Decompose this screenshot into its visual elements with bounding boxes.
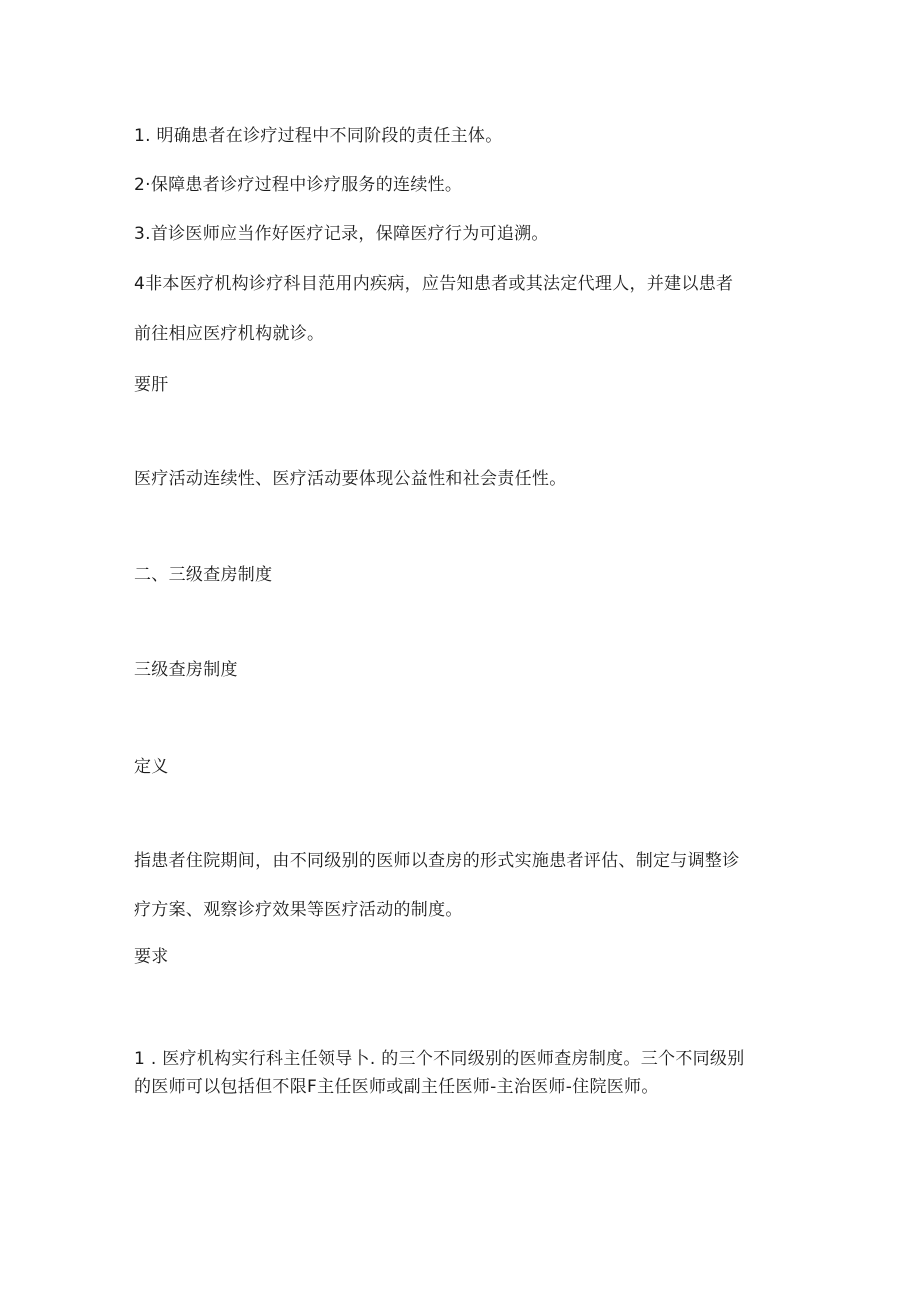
- section-heading-three-level-rounds: 二、三级查房制度: [134, 565, 273, 585]
- subheading-definition: 定义: [134, 757, 169, 777]
- list-item-1: 1. 明确患者在诊疗过程中不同阶段的责任主体。: [134, 126, 503, 146]
- requirement-item-1-line-1: 1 . 医疗机构实行科主任领导卜. 的三个不同级别的医师查房制度。三个不同级别: [134, 1049, 745, 1069]
- list-item-4: 4非本医疗机构诊疗科目范用内疾病，应告知患者或其法定代理人，并建以患者: [134, 274, 734, 294]
- definition-text-line-2: 疗方案、观察诊疗效果等医疗活动的制度。: [134, 900, 463, 920]
- requirement-item-1-line-2: 的医师可以包括但不限F主任医师或副主任医师-主治医师-住院医师。: [134, 1077, 659, 1097]
- subheading-three-level-rounds: 三级查房制度: [134, 660, 238, 680]
- subheading-requirements: 要求: [134, 947, 169, 967]
- list-item-4-continuation: 前往相应医疗机构就诊。: [134, 324, 325, 344]
- section-heading-requirements: 要肝: [134, 375, 169, 395]
- list-item-3: 3.首诊医师应当作好医疗记录，保障医疗行为可追溯。: [134, 224, 549, 244]
- paragraph-continuity: 医疗活动连续性、医疗活动要体现公益性和社会责任性。: [134, 469, 567, 489]
- list-item-2: 2·保障患者诊疗过程中诊疗服务的连续性。: [134, 175, 463, 195]
- definition-text-line-1: 指患者住院期间，由不同级别的医师以查房的形式实施患者评估、制定与调整诊: [134, 851, 740, 871]
